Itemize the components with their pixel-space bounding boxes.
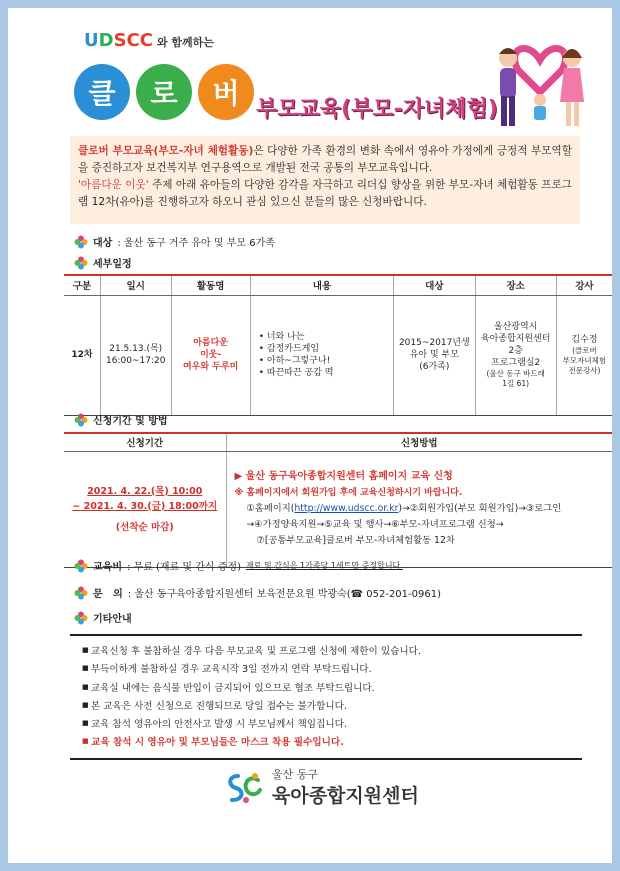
cell-datetime (100, 295, 171, 415)
intro-program-name: 클로버 부모교육(부모-자녀 체험활동) (78, 145, 254, 157)
instructor-title: 전문강사) (568, 366, 601, 375)
list-item: ■ 교육신청 후 불참하실 경우 다음 부모교육 및 프로그램 신청에 제한이 있습니다. (82, 642, 570, 660)
schedule-table (64, 274, 612, 416)
flower-icon (74, 586, 88, 600)
step1-post: )→②회원가입(부모 회원가입)→③로그인 (398, 503, 562, 514)
brand-letters-scc: SCC (113, 30, 153, 51)
place-line: 프로그램실2 (491, 358, 541, 368)
period-start: 2021. 4. 22.(목) 10:00 (87, 485, 203, 497)
col-activity: 활동명 (171, 275, 250, 295)
homepage-link[interactable]: http://www.udscc.or.kr (294, 503, 399, 514)
apply-method-cell (226, 451, 612, 567)
place-line: 울산광역시 (493, 322, 538, 332)
table-row (64, 295, 612, 415)
fee-value: : 무료 (재료 및 간식 증정) (126, 562, 241, 573)
target-line: 2015~2017년생 (398, 338, 470, 348)
page (8, 8, 612, 863)
method-step-1 (235, 501, 605, 517)
circle-ro: 로 (136, 64, 192, 120)
cell-round: 12차 (64, 295, 100, 415)
target-line: 유아 및 부모 (409, 350, 459, 360)
contact-value: : 울산 동구육아종합지원센터 보육전문요원 박광숙(☎ 052-201-0961) (127, 589, 441, 600)
cell-place (475, 295, 556, 415)
target-label: 대상 (93, 238, 113, 249)
col-target: 대상 (394, 275, 475, 295)
clover-circles (74, 64, 254, 120)
intro-theme: '아름다운 이웃' (78, 179, 149, 191)
cell-target (394, 295, 475, 415)
center-logo (224, 768, 419, 808)
cell-content (250, 295, 393, 415)
col-instructor: 강사 (556, 275, 612, 295)
brand-letter-u: U (84, 30, 99, 51)
apply-period-cell (64, 451, 226, 567)
period-end: ~ 2021. 4. 30.(금) 18:00까지 (72, 500, 218, 512)
table-row (64, 451, 612, 567)
target-value: : 울산 동구 거주 유아 및 부모 6가족 (117, 238, 275, 249)
content-item: • 따끈따끈 공감 떡 (259, 367, 393, 379)
place-address: 1길 61) (502, 379, 530, 388)
schedule-label: 세부일정 (93, 259, 132, 270)
content-item: • 아하~그렇구나! (259, 355, 393, 367)
etc-label: 기타안내 (93, 614, 132, 625)
etc-heading (74, 610, 132, 625)
family-illustration (488, 30, 592, 132)
brand-letter-d: D (98, 30, 114, 51)
schedule-heading (74, 255, 132, 270)
fee-row (74, 558, 403, 573)
method-note: ※ 홈페이지에서 회원가입 후에 교육신청하시기 바랍니다. (234, 488, 463, 498)
intro-text-2: 주제 아래 유아들의 다양한 감각을 자극하고 리더십 향상을 위한 부모-자녀 체험활동 프로그램 12차(유아)를 진행하고자 하오니 관심 있으신 분들의 많은 신청바랍니다. (78, 179, 573, 208)
instructor-name: 김수정 (571, 335, 598, 345)
apply-heading (74, 412, 168, 427)
col-datetime: 일시 (100, 275, 171, 295)
place-address: (울산 동구 바드래 (486, 369, 545, 378)
mask-warning: ■ 교육 참석 시 영유아 및 부모님들은 마스크 착용 필수입니다. (82, 733, 570, 751)
method-title: ▶ 울산 동구육아종합지원센터 홈페이지 교육 신청 (234, 471, 453, 482)
fee-label: 교육비 (93, 562, 122, 573)
step1-pre: ①홈페이지( (246, 503, 295, 514)
method-step-2: →④가정양육지원→⑤교육 및 행사→⑥부모-자녀프로그램 신청→ (246, 519, 504, 530)
col-apply-period: 신청기간 (64, 433, 226, 451)
target-row (74, 234, 275, 249)
activity-line: 아름다운 (193, 338, 229, 348)
list-item: ■ 교육 참석 영유아의 안전사고 발생 시 부모님께서 책임집니다. (82, 715, 570, 733)
list-item: ■ 본 교육은 사전 신청으로 진행되므로 당일 접수는 불가합니다. (82, 697, 570, 715)
notice-list (70, 634, 582, 760)
apply-header-row (64, 433, 612, 451)
place-line: 2층 (508, 346, 523, 356)
flower-icon (74, 235, 88, 249)
period-note: (선착순 마감) (115, 521, 174, 533)
cell-activity (171, 295, 250, 415)
cell-time: 16:00~17:20 (106, 356, 166, 366)
list-item: ■ 부득이하게 불참하실 경우 교육시작 3일 전까지 연락 부탁드립니다. (82, 660, 570, 678)
place-line: 육아종합지원센터 (480, 334, 551, 344)
contact-row (74, 585, 441, 600)
content-item: • 너와 나는 (259, 331, 393, 343)
instructor-title: (클로버 (572, 346, 597, 355)
circle-beo: 버 (198, 64, 254, 120)
center-name-region: 울산 동구 (272, 768, 319, 781)
instructor-title: 부모자녀체험 (562, 356, 607, 365)
flower-icon (74, 413, 88, 427)
apply-table (64, 432, 612, 568)
col-place: 장소 (475, 275, 556, 295)
activity-line: 여우와 두루미 (182, 362, 239, 372)
target-line: (6가족) (419, 362, 450, 372)
col-content: 내용 (250, 275, 393, 295)
col-round: 구분 (64, 275, 100, 295)
content-item: • 감정카드게임 (259, 343, 393, 355)
intro-text-1: 은 다양한 가족 환경의 변화 속에서 영유아 가정에게 긍정적 부모역할을 증진하고자 보건복지부 연구용역으로 개발된 전국 공통의 부모교육입니다. (78, 145, 572, 174)
circle-keul: 클 (74, 64, 130, 120)
fee-note: 재료 및 간식은 1가족당 1세트만 증정합니다. (246, 561, 403, 570)
col-apply-method: 신청방법 (226, 433, 612, 451)
contact-label: 문 의 (93, 589, 123, 600)
brand-with-text: 와 함께하는 (156, 36, 214, 49)
center-logo-icon (224, 770, 264, 806)
list-item: ■ 교육실 내에는 음식물 반입이 금지되어 있으므로 협조 부탁드립니다. (82, 679, 570, 697)
main-title: 부모교육(부모-자녀체험) (256, 97, 498, 122)
method-step-3: ⑦[공통부모교육]클로버 부모-자녀체험활동 12차 (256, 535, 455, 546)
apply-label: 신청기간 및 방법 (93, 416, 168, 427)
activity-line: 이웃- (200, 350, 222, 360)
center-name: 육아종합지원센터 (272, 785, 419, 807)
schedule-header-row (64, 275, 612, 295)
flower-icon (74, 256, 88, 270)
cell-date: 21.5.13.(목) (109, 344, 163, 354)
brand-udscc (84, 30, 214, 51)
cell-instructor (556, 295, 612, 415)
intro-paragraph (70, 136, 580, 224)
flower-icon (74, 611, 88, 625)
flower-icon (74, 559, 88, 573)
